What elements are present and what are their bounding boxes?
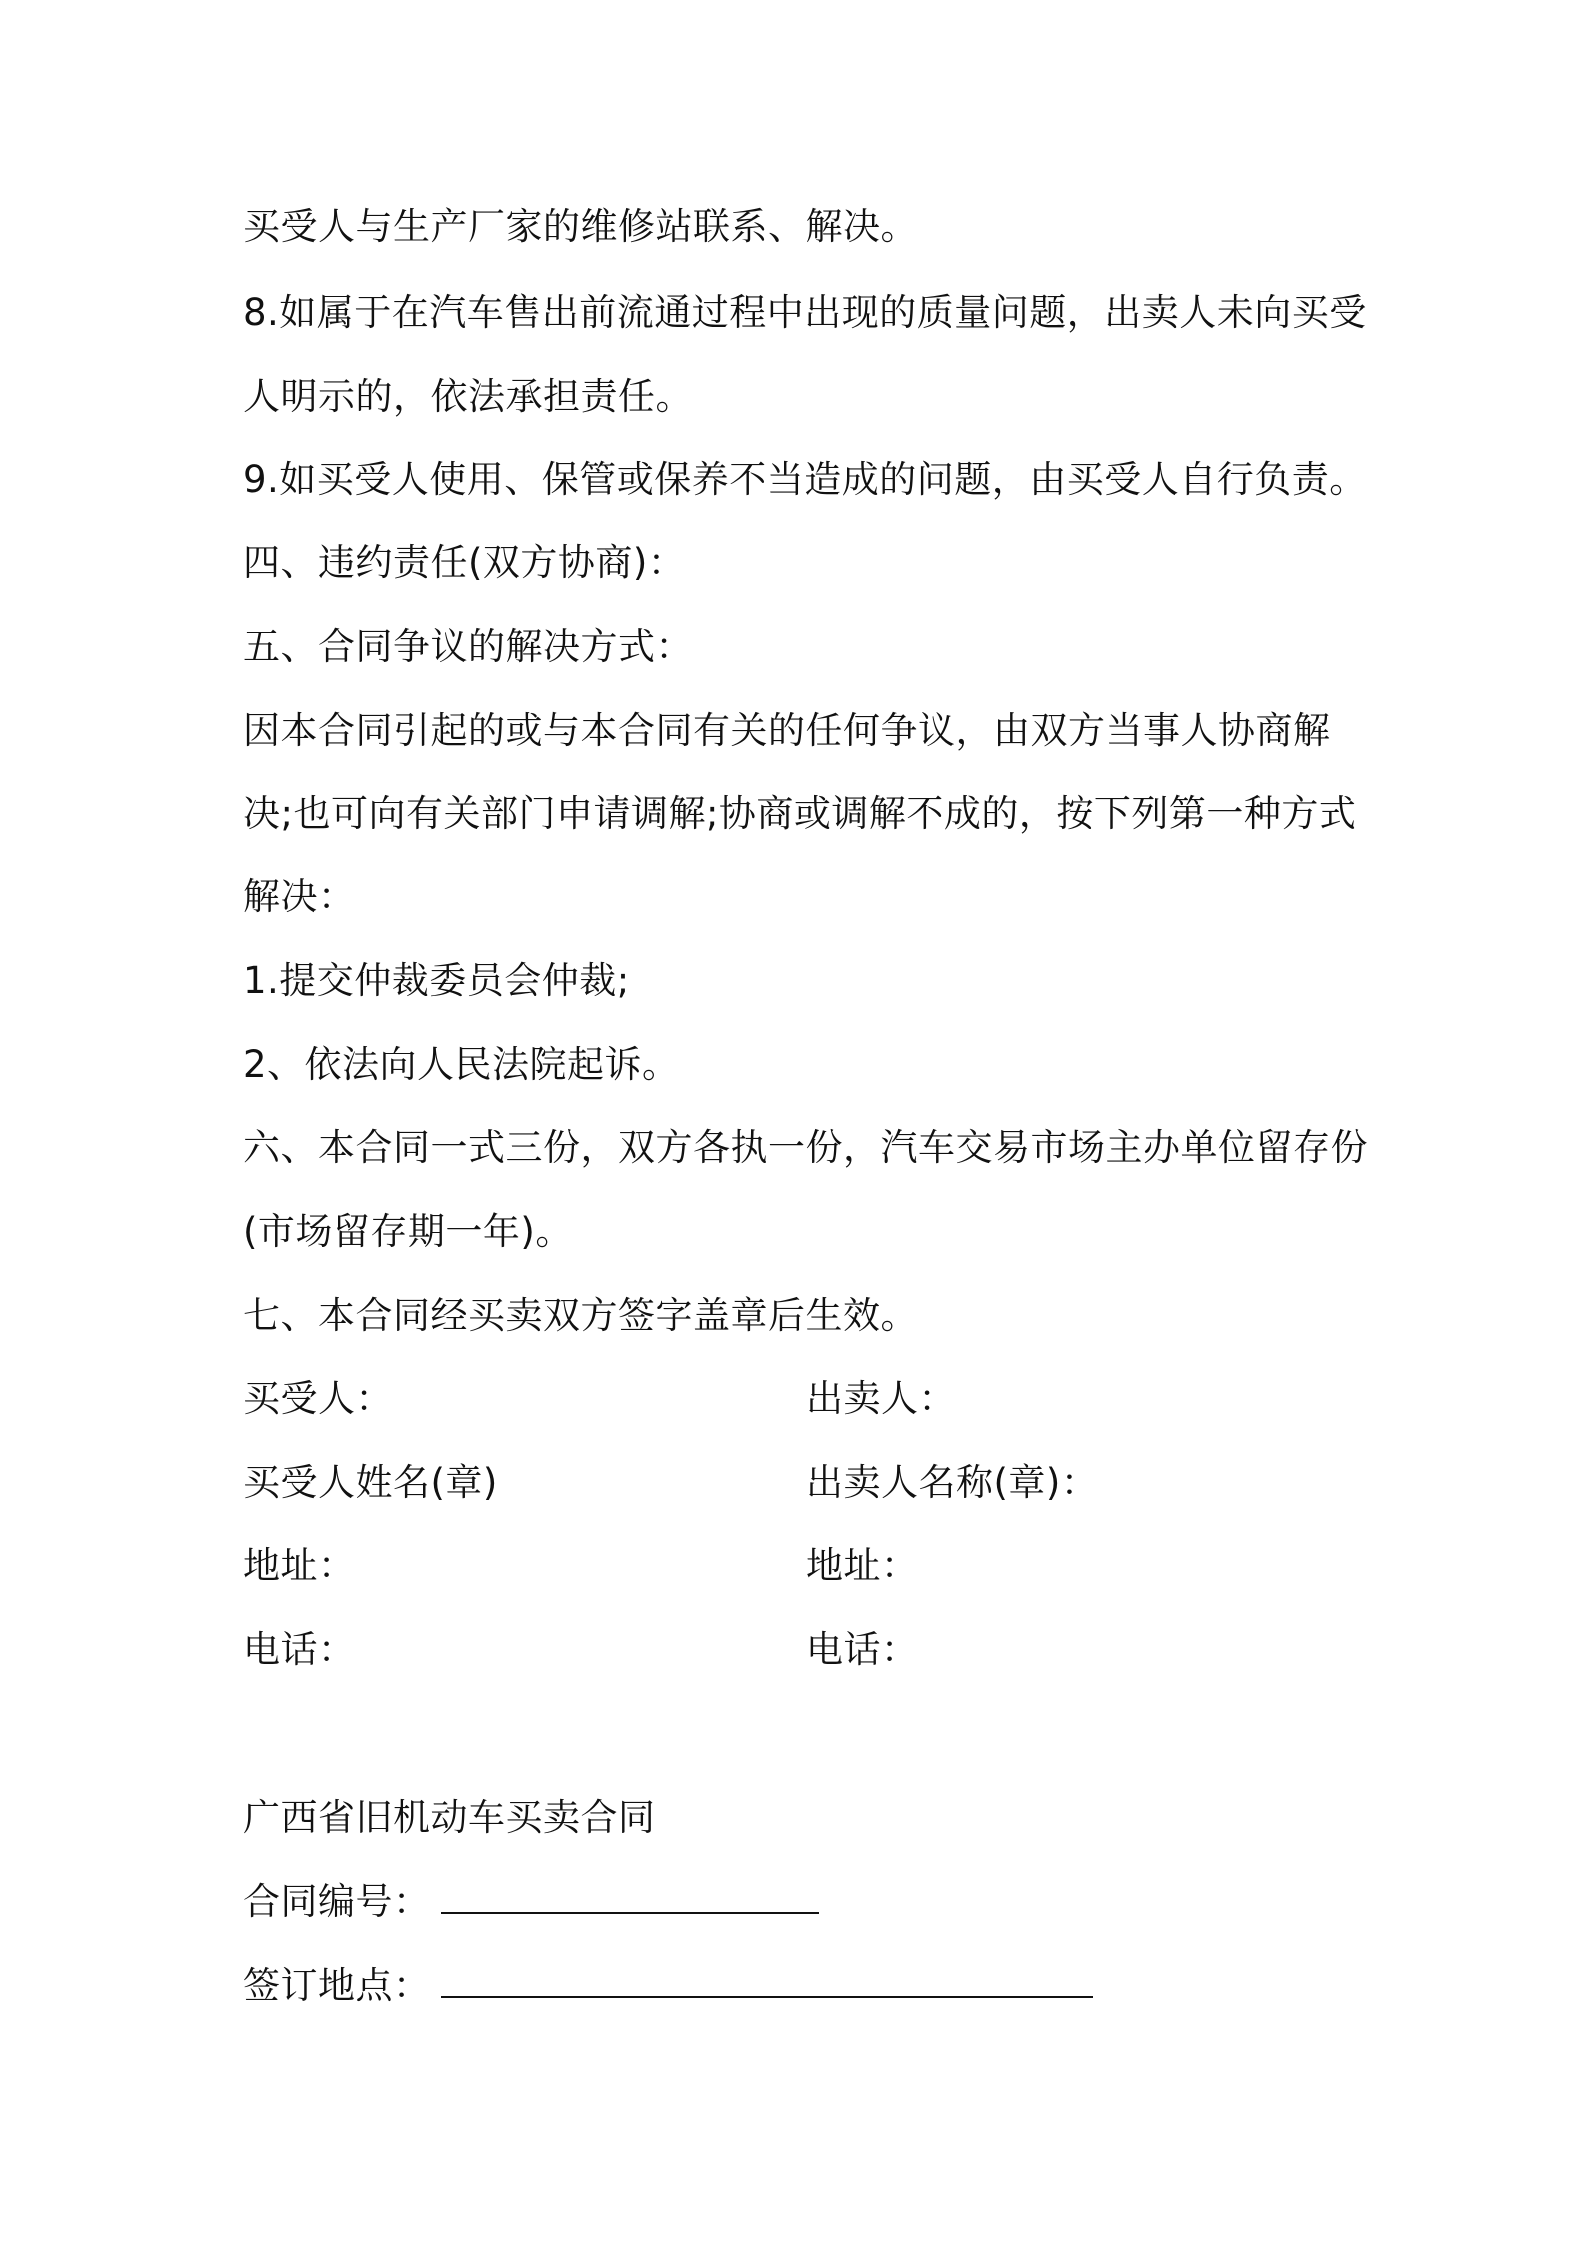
dispute-option-1: 1.提交仲裁委员会仲裁; [243,959,630,1002]
buyer-phone-label: 电话： [243,1628,356,1671]
contract-number-label: 合同编号： [243,1880,431,1923]
sign-place-label: 签订地点： [243,1964,431,2007]
sign-place-blank [441,1966,1093,1998]
dispute-text-line-1: 因本合同引起的或与本合同有关的任何争议，由双方当事人协商解 [243,709,1331,752]
section-6-line-2: (市场留存期一年)。 [243,1210,573,1253]
buyer-address-label: 地址： [243,1544,356,1587]
contract-title: 广西省旧机动车买卖合同 [243,1796,656,1839]
section-6-line-1: 六、本合同一式三份，双方各执一份，汽车交易市场主办单位留存份 [243,1126,1368,1169]
contract-number-blank [441,1882,819,1914]
buyer-name-label: 买受人姓名(章) [243,1461,498,1504]
seller-address-label: 地址： [806,1544,919,1587]
section-5-heading: 五、合同争议的解决方式： [243,625,693,668]
clause-8-line-2: 人明示的，依法承担责任。 [243,375,693,418]
seller-label: 出卖人： [806,1377,956,1420]
seller-phone-label: 电话： [806,1628,919,1671]
sign-place-row [243,1961,1093,2011]
clause-9: 9.如买受人使用、保管或保养不当造成的问题，由买受人自行负责。 [243,458,1367,501]
seller-name-label: 出卖人名称(章)： [806,1461,1099,1504]
buyer-label: 买受人： [243,1377,393,1420]
dispute-text-line-2: 决;也可向有关部门申请调解;协商或调解不成的，按下列第一种方式 [243,792,1357,835]
dispute-text-line-3: 解决： [243,875,356,918]
contract-number-row [243,1877,819,1927]
section-7: 七、本合同经买卖双方签字盖章后生效。 [243,1294,918,1337]
dispute-option-2: 2、依法向人民法院起诉。 [243,1043,680,1086]
clause-text-line: 买受人与生产厂家的维修站联系、解决。 [243,205,918,248]
clause-8-line-1: 8.如属于在汽车售出前流通过程中出现的质量问题，出卖人未向买受 [243,291,1367,334]
section-4-heading: 四、违约责任(双方协商)： [243,541,686,584]
